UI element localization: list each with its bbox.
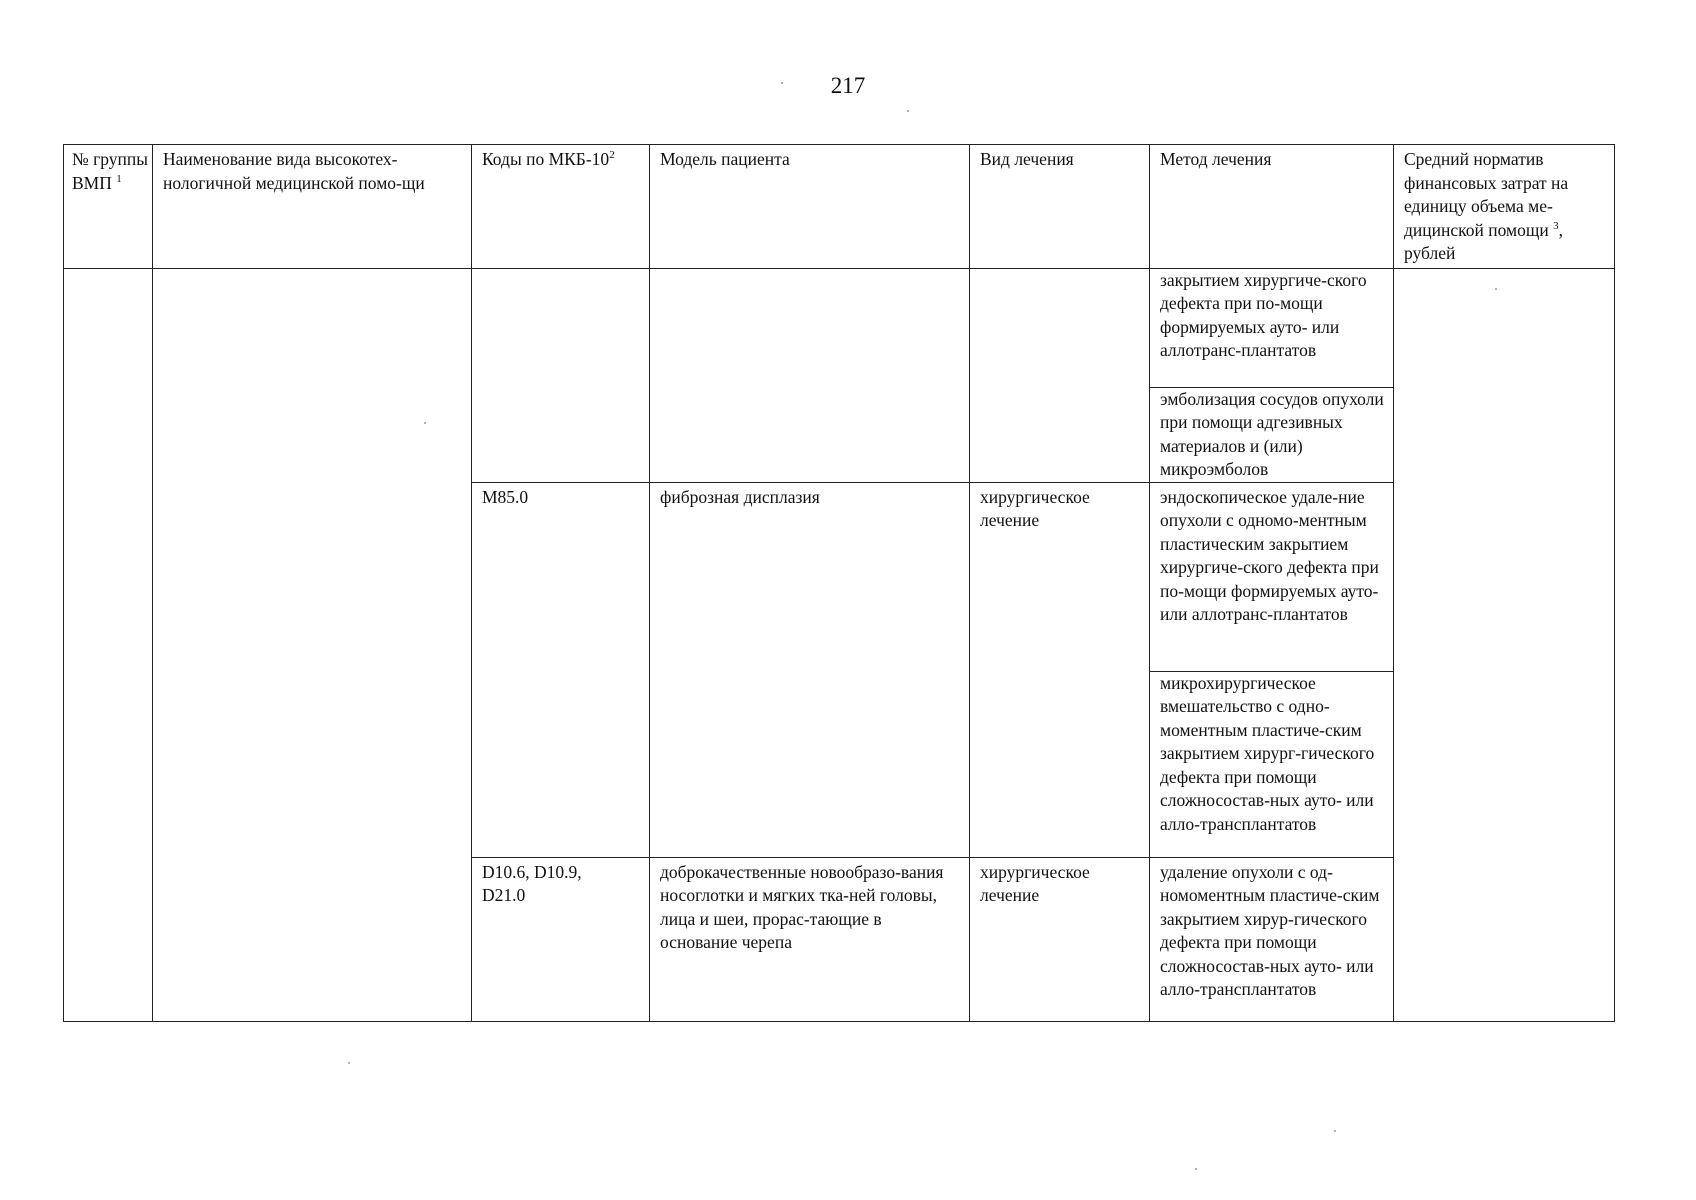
scan-speck — [781, 82, 783, 84]
treatment-method-cell: микрохирургическое вмешательство с одно-моментным пластиче-ским закрытием хирург-гического дефекта при помощи сложносостав-ных ауто- или алло-трансплантатов — [1150, 671, 1394, 857]
header-group-number — [64, 145, 153, 269]
header-icd-codes-text: Коды по МКБ-10 — [482, 149, 610, 169]
vmp-table — [63, 144, 1615, 1022]
patient-model-cell: доброкачественные новообразо-вания носоглотки и мягких тка-ней головы, лица и шеи, прорас-тающие в основание черепа — [650, 857, 970, 1021]
treatment-type-cell: хирургическое лечение — [970, 857, 1150, 1021]
scan-speck — [1334, 1130, 1336, 1132]
header-cost-standard-unit: , рублей — [1404, 219, 1563, 263]
header-group-number-footnote: 1 — [116, 172, 122, 185]
icd-code-cell: D10.6, D10.9, D21.0 — [472, 857, 650, 1021]
cost-standard-cell — [1394, 268, 1615, 1021]
patient-model-cell — [650, 268, 970, 482]
treatment-method-cell: эндоскопическое удале-ние опухоли с одномо-ментным пластическим закрытием хирургиче-ского дефекта при по-мощи формируемых ауто- или аллотранс-плантатов — [1150, 482, 1394, 671]
scan-speck — [348, 1062, 350, 1064]
scan-speck — [1195, 1168, 1197, 1170]
header-cost-standard-text: Средний норматив финансовых затрат на единицу объема ме-дицинской помощи — [1404, 149, 1569, 240]
treatment-method-cell: удаление опухоли с од-номоментным пластиче-ским закрытием хирур-гического дефекта при помощи сложносостав-ных ауто- или алло-трансплантатов — [1150, 857, 1394, 1021]
care-type-name-cell — [153, 268, 472, 1021]
header-cost-standard — [1394, 145, 1615, 269]
group-number-cell — [64, 268, 153, 1021]
treatment-method-cell: эмболизация сосудов опухоли при помощи адгезивных материалов и (или) микроэмболов — [1150, 387, 1394, 482]
table-header-row — [64, 145, 1615, 269]
patient-model-cell: фиброзная дисплазия — [650, 482, 970, 857]
treatment-method-cell: закрытием хирургиче-ского дефекта при по-мощи формируемых ауто- или аллотранс-плантатов — [1150, 268, 1394, 387]
scan-speck — [907, 110, 909, 112]
header-icd-codes-footnote: 2 — [609, 149, 615, 161]
scan-speck — [1495, 288, 1497, 290]
header-group-number-text: № группы ВМП — [72, 149, 149, 193]
scan-speck — [424, 422, 426, 424]
header-cost-standard-footnote: 3 — [1553, 219, 1559, 232]
icd-code-cell: M85.0 — [472, 482, 650, 857]
treatment-type-cell — [970, 268, 1150, 482]
table-row — [64, 268, 1615, 387]
header-patient-model: Модель пациента — [650, 145, 970, 269]
header-treatment-type: Вид лечения — [970, 145, 1150, 269]
header-icd-codes — [472, 145, 650, 269]
page-number: 217 — [830, 73, 866, 98]
header-treatment-method: Метод лечения — [1150, 145, 1394, 269]
header-care-type-name: Наименование вида высокотех-нологичной медицинской помо-щи — [153, 145, 472, 269]
treatment-type-cell: хирургическое лечение — [970, 482, 1150, 857]
icd-code-cell — [472, 268, 650, 482]
